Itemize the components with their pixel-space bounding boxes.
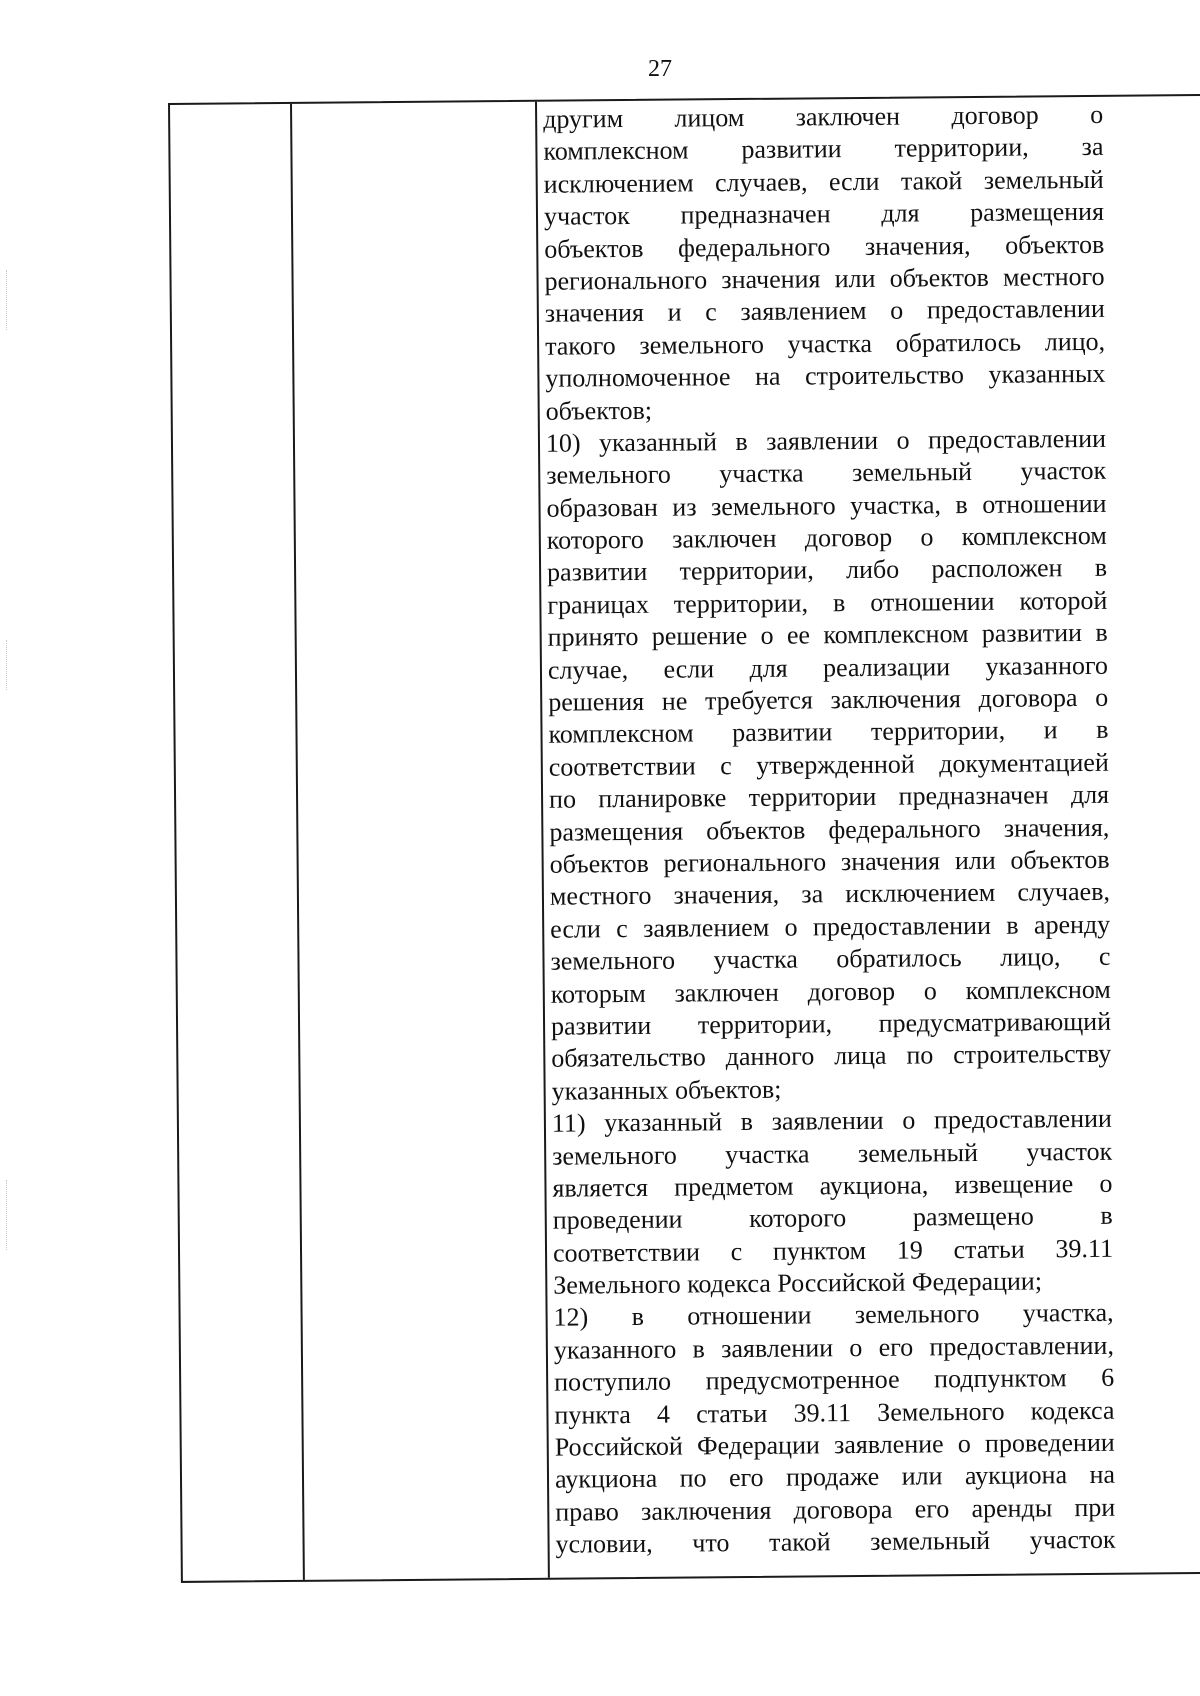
text-line: другим лицом заключен договор о bbox=[543, 99, 1104, 134]
text-line: регионального значения или объектов местного bbox=[544, 261, 1105, 296]
document-table bbox=[168, 93, 1200, 1583]
text-line: комплексном развитии территории, и в bbox=[548, 715, 1109, 750]
table-cell-text bbox=[535, 97, 1124, 1578]
text-line: поступило предусмотренное подпунктом 6 bbox=[554, 1363, 1115, 1397]
text-line: указанных объектов; bbox=[551, 1074, 782, 1106]
text-line: Земельного кодекса Российской Федерации; bbox=[553, 1266, 1043, 1300]
text-line: проведении которого размещено в bbox=[552, 1201, 1113, 1235]
text-line: земельного участка земельный участок bbox=[552, 1136, 1113, 1171]
text-line: является предметом аукциона, извещение о bbox=[552, 1168, 1113, 1203]
page-number: 27 bbox=[648, 56, 672, 82]
text-line: границах территории, в отношении которой bbox=[547, 585, 1108, 620]
text-line: решения не требуется заключения договора о bbox=[548, 682, 1109, 717]
text-line: соответствии с пунктом 19 статьи 39.11 bbox=[552, 1233, 1114, 1268]
text-line: Российской Федерации заявление о проведении bbox=[554, 1427, 1115, 1462]
text-line: комплексном развитии территории, за bbox=[543, 132, 1104, 167]
text-line: исключением случаев, если такой земельный bbox=[543, 164, 1104, 199]
scan-artifact bbox=[6, 270, 9, 330]
text-line: земельного участка земельный участок bbox=[546, 456, 1107, 491]
text-line: которого заключен договор о комплексном bbox=[546, 520, 1107, 555]
text-line: объектов; bbox=[545, 395, 653, 426]
text-line: развитии территории, предусматривающий bbox=[550, 1006, 1112, 1041]
text-line: 11) указанный в заявлении о предоставлении bbox=[551, 1103, 1113, 1138]
text-line: значения и с заявлением о предоставлении bbox=[544, 294, 1105, 329]
text-line: 10) указанный в заявлении о предоставлении bbox=[545, 423, 1107, 458]
text-line: уполномоченное на строительство указанных bbox=[545, 358, 1106, 393]
text-line: образован из земельного участка, в отношении bbox=[546, 488, 1107, 523]
text-line: условии, что такой земельный участок bbox=[555, 1524, 1116, 1559]
scan-artifact bbox=[6, 1180, 9, 1250]
text-line: по планировке территории предназначен для bbox=[548, 780, 1110, 814]
text-line: указанного в заявлении о его предоставлении, bbox=[553, 1330, 1115, 1365]
scan-artifact bbox=[6, 640, 9, 690]
text-line: земельного участка обратилось лицо, с bbox=[550, 941, 1111, 976]
text-line: пункта 4 статьи 39.11 Земельного кодекса bbox=[554, 1395, 1115, 1430]
text-line: 12) в отношении земельного участка, bbox=[553, 1298, 1114, 1333]
table-cell-empty-2 bbox=[290, 102, 550, 1580]
text-line: соответствии с утвержденной документацией bbox=[548, 747, 1109, 782]
text-line: такого земельного участка обратилось лицо, bbox=[545, 326, 1106, 361]
text-line: размещения объектов федерального значения, bbox=[549, 812, 1110, 847]
text-line: обязательство данного лица по строительству bbox=[551, 1039, 1112, 1074]
text-line: которым заключен договор о комплексном bbox=[550, 974, 1111, 1009]
text-line: объектов федерального значения, объектов bbox=[544, 229, 1105, 264]
text-line: местного значения, за исключением случаев, bbox=[549, 877, 1111, 912]
text-line: объектов регионального значения или объектов bbox=[549, 844, 1110, 879]
text-line: аукциона по его продаже или аукциона на bbox=[554, 1460, 1116, 1495]
table-cell-empty-1 bbox=[170, 104, 305, 1581]
text-line: право заключения договора его аренды при bbox=[555, 1492, 1116, 1527]
text-line: если с заявлением о предоставлении в аренду bbox=[550, 909, 1111, 944]
text-line: участок предназначен для размещения bbox=[543, 197, 1105, 231]
text-line: случае, если для реализации указанного bbox=[547, 650, 1109, 685]
text-line: принято решение о ее комплексном развитии в bbox=[547, 618, 1108, 652]
text-line: развитии территории, либо расположен в bbox=[546, 553, 1108, 588]
